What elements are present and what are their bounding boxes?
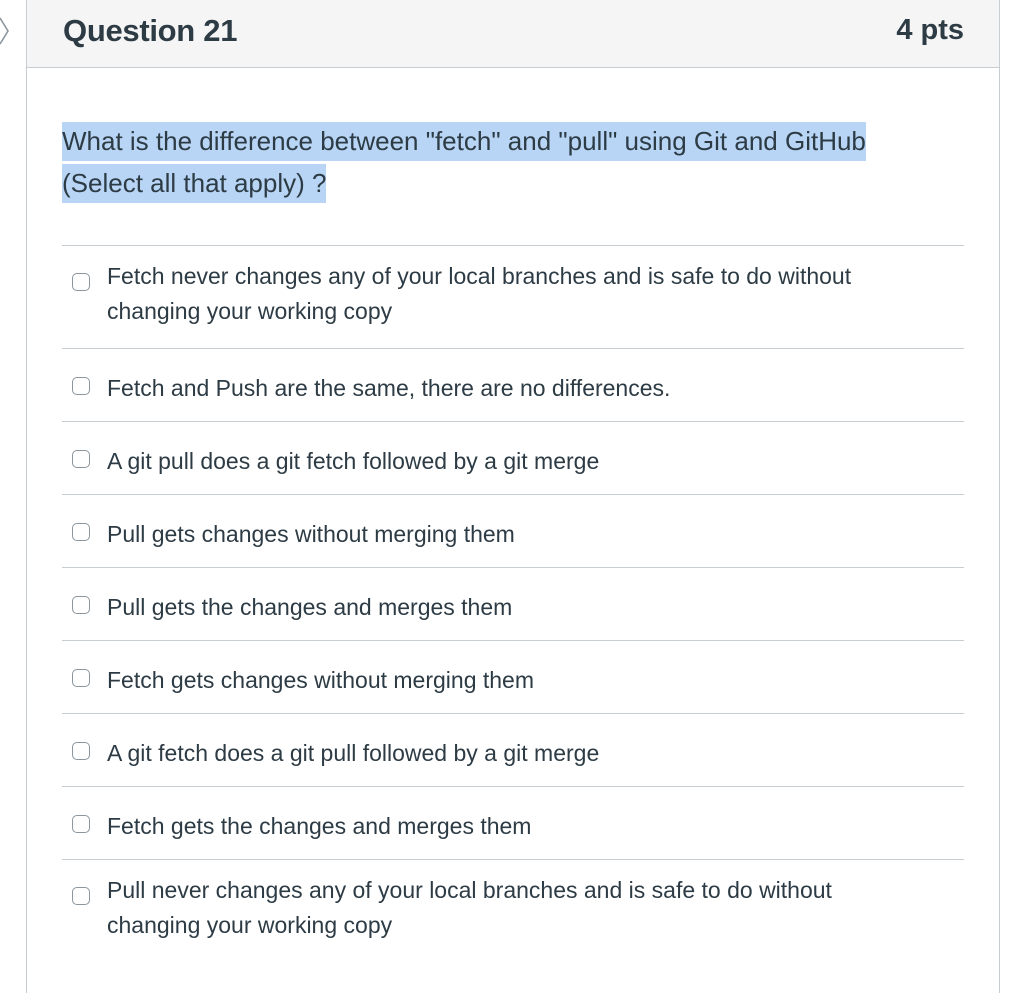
answer-label: A git fetch does a git pull followed by a git merge [107, 740, 600, 766]
chevron-right-icon[interactable] [0, 14, 14, 48]
answer-checkbox[interactable] [72, 815, 90, 833]
answer-checkbox[interactable] [72, 273, 90, 291]
answer-option-6[interactable] [62, 641, 964, 714]
answer-option-4[interactable] [62, 495, 964, 568]
answer-checkbox[interactable] [72, 450, 90, 468]
answer-label: Fetch and Push are the same, there are no differences. [107, 375, 671, 401]
answer-label: Fetch gets the changes and merges them [107, 813, 532, 839]
question-title: Question 21 [63, 12, 238, 48]
answer-option-5[interactable] [62, 568, 964, 641]
answer-checkbox[interactable] [72, 523, 90, 541]
answer-option-3[interactable] [62, 422, 964, 495]
answer-checkbox[interactable] [72, 887, 90, 905]
question-text-line-2: (Select all that apply) ? [62, 164, 326, 203]
answer-checkbox[interactable] [72, 377, 90, 395]
answer-checkbox[interactable] [72, 742, 90, 760]
question-card [26, 0, 1000, 993]
answer-label: Fetch never changes any of your local branches and is safe to do without changing your working copy [107, 263, 852, 324]
question-text-line-1: What is the difference between "fetch" and "pull" using Git and GitHub [62, 122, 866, 161]
answer-list [62, 245, 964, 970]
answer-option-2[interactable] [62, 349, 964, 422]
answer-checkbox[interactable] [72, 669, 90, 687]
question-points: 4 pts [896, 14, 964, 46]
answer-option-9[interactable] [62, 860, 964, 970]
answer-option-8[interactable] [62, 787, 964, 860]
chevron-right-icon-glyph [0, 16, 10, 46]
question-text [62, 120, 964, 204]
answer-label: Pull gets the changes and merges them [107, 594, 513, 620]
answer-label: A git pull does a git fetch followed by a git merge [107, 448, 600, 474]
answer-label: Fetch gets changes without merging them [107, 667, 535, 693]
answer-label: Pull gets changes without merging them [107, 521, 515, 547]
answer-label: Pull never changes any of your local branches and is safe to do without changing your working copy [107, 877, 832, 938]
question-header [27, 0, 999, 68]
answer-checkbox[interactable] [72, 596, 90, 614]
answer-option-1[interactable] [62, 246, 964, 349]
answer-option-7[interactable] [62, 714, 964, 787]
